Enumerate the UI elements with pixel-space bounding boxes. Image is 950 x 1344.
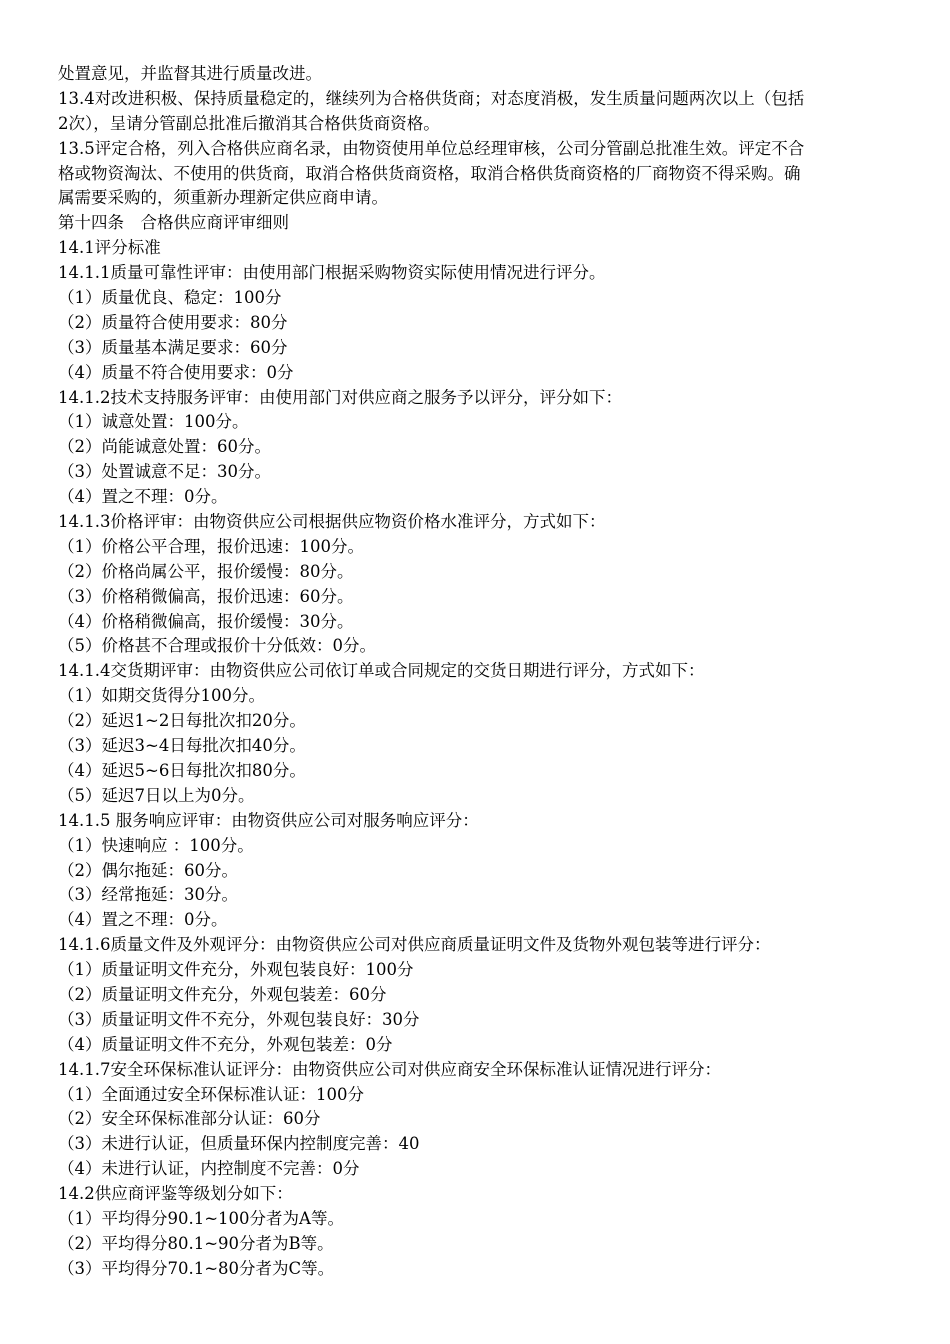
list-item: （2）质量符合使用要求：80分 (58, 312, 288, 332)
list-item: （3）质量基本满足要求：60分 (58, 337, 288, 357)
list-item: （3）未进行认证，但质量环保内控制度完善：40 (58, 1134, 420, 1154)
list-item: （2）价格尚属公平，报价缓慢：80分。 (58, 561, 354, 581)
list-item: （4）价格稍微偏高，报价缓慢：30分。 (58, 611, 354, 631)
list-item: （1）质量证明文件充分，外观包装良好：100分 (58, 960, 414, 980)
list-item: （4）质量不符合使用要求：0分 (58, 362, 294, 382)
criterion-heading: 14.1.4交货期评审：由物资供应公司依订单或合同规定的交货日期进行评分，方式如下： (58, 661, 705, 681)
list-item: （1）诚意处置：100分。 (58, 412, 249, 432)
list-item: （3）处置诚意不足：30分。 (58, 462, 271, 482)
section-heading: 第十四条 合格供应商评审细则 (58, 213, 289, 233)
text-line: 2次），呈请分管副总批准后撤消其合格供货商资格。 (58, 113, 440, 133)
list-item: （1）价格公平合理，报价迅速：100分。 (58, 536, 364, 556)
criterion-heading: 14.1.2技术支持服务评审：由使用部门对供应商之服务予以评分，评分如下： (58, 387, 622, 407)
list-item: （4）延迟5~6日每批次扣80分。 (58, 760, 306, 780)
text-line: 属需要采购的，须重新办理新定供应商申请。 (58, 188, 388, 208)
list-item: （3）质量证明文件不充分，外观包装良好：30分 (58, 1009, 420, 1029)
list-item: （4）质量证明文件不充分，外观包装差：0分 (58, 1034, 393, 1054)
list-item: （1）快速响应 ：100分。 (58, 835, 254, 855)
list-item: （1）平均得分90.1~100分者为A等。 (58, 1208, 344, 1228)
list-item: （3）经常拖延：30分。 (58, 885, 238, 905)
list-item: （2）质量证明文件充分，外观包装差：60分 (58, 984, 387, 1004)
list-item: （4）未进行认证，内控制度不完善：0分 (58, 1159, 360, 1179)
list-item: （2）延迟1~2日每批次扣20分。 (58, 711, 306, 731)
list-item: （3）平均得分70.1~80分者为C等。 (58, 1258, 335, 1278)
text-line: 处置意见，并监督其进行质量改进。 (58, 64, 322, 83)
criterion-heading: 14.1.1质量可靠性评审：由使用部门根据采购物资实际使用情况进行评分。 (58, 263, 606, 283)
list-item: （1）全面通过安全环保标准认证：100分 (58, 1084, 364, 1104)
text-line: 13.4对改进积极、保持质量稳定的，继续列为合格供货商；对态度消极，发生质量问题两次以上（包括 (58, 88, 805, 108)
criterion-heading: 14.1.5 服务响应评审：由物资供应公司对服务响应评分： (58, 810, 479, 830)
subsection-heading: 14.1评分标准 (58, 238, 161, 258)
list-item: （4）置之不理：0分。 (58, 910, 228, 930)
list-item: （4）置之不理：0分。 (58, 487, 228, 507)
list-item: （1）质量优良、稳定：100分 (58, 288, 282, 308)
criterion-heading: 14.1.6质量文件及外观评分：由物资供应公司对供应商质量证明文件及货物外观包装等进行评分： (58, 935, 771, 955)
list-item: （3）延迟3~4日每批次扣40分。 (58, 736, 306, 756)
list-item: （2）尚能诚意处置：60分。 (58, 437, 271, 457)
list-item: （5）价格甚不合理或报价十分低效：0分。 (58, 636, 376, 656)
criterion-heading: 14.1.3价格评审：由物资供应公司根据供应物资价格水准评分，方式如下： (58, 512, 606, 532)
list-item: （5）延迟7日以上为0分。 (58, 785, 255, 805)
text-line: 格或物资淘汰、不使用的供货商，取消合格供货商资格，取消合格供货商资格的厂商物资不得采购。确 (58, 163, 801, 183)
subsection-heading: 14.2供应商评鉴等级划分如下： (58, 1184, 293, 1204)
text-line: 13.5评定合格，列入合格供应商名录，由物资使用单位总经理审核，公司分管副总批准生效。评定不合 (58, 138, 805, 158)
list-item: （2）偶尔拖延：60分。 (58, 860, 238, 880)
document-page (58, 62, 898, 1282)
list-item: （3）价格稍微偏高，报价迅速：60分。 (58, 586, 354, 606)
criterion-heading: 14.1.7安全环保标准认证评分：由物资供应公司对供应商安全环保标准认证情况进行评分： (58, 1059, 721, 1079)
list-item: （1）如期交货得分100分。 (58, 686, 265, 706)
list-item: （2）安全环保标准部分认证：60分 (58, 1109, 321, 1129)
list-item: （2）平均得分80.1~90分者为B等。 (58, 1233, 334, 1253)
